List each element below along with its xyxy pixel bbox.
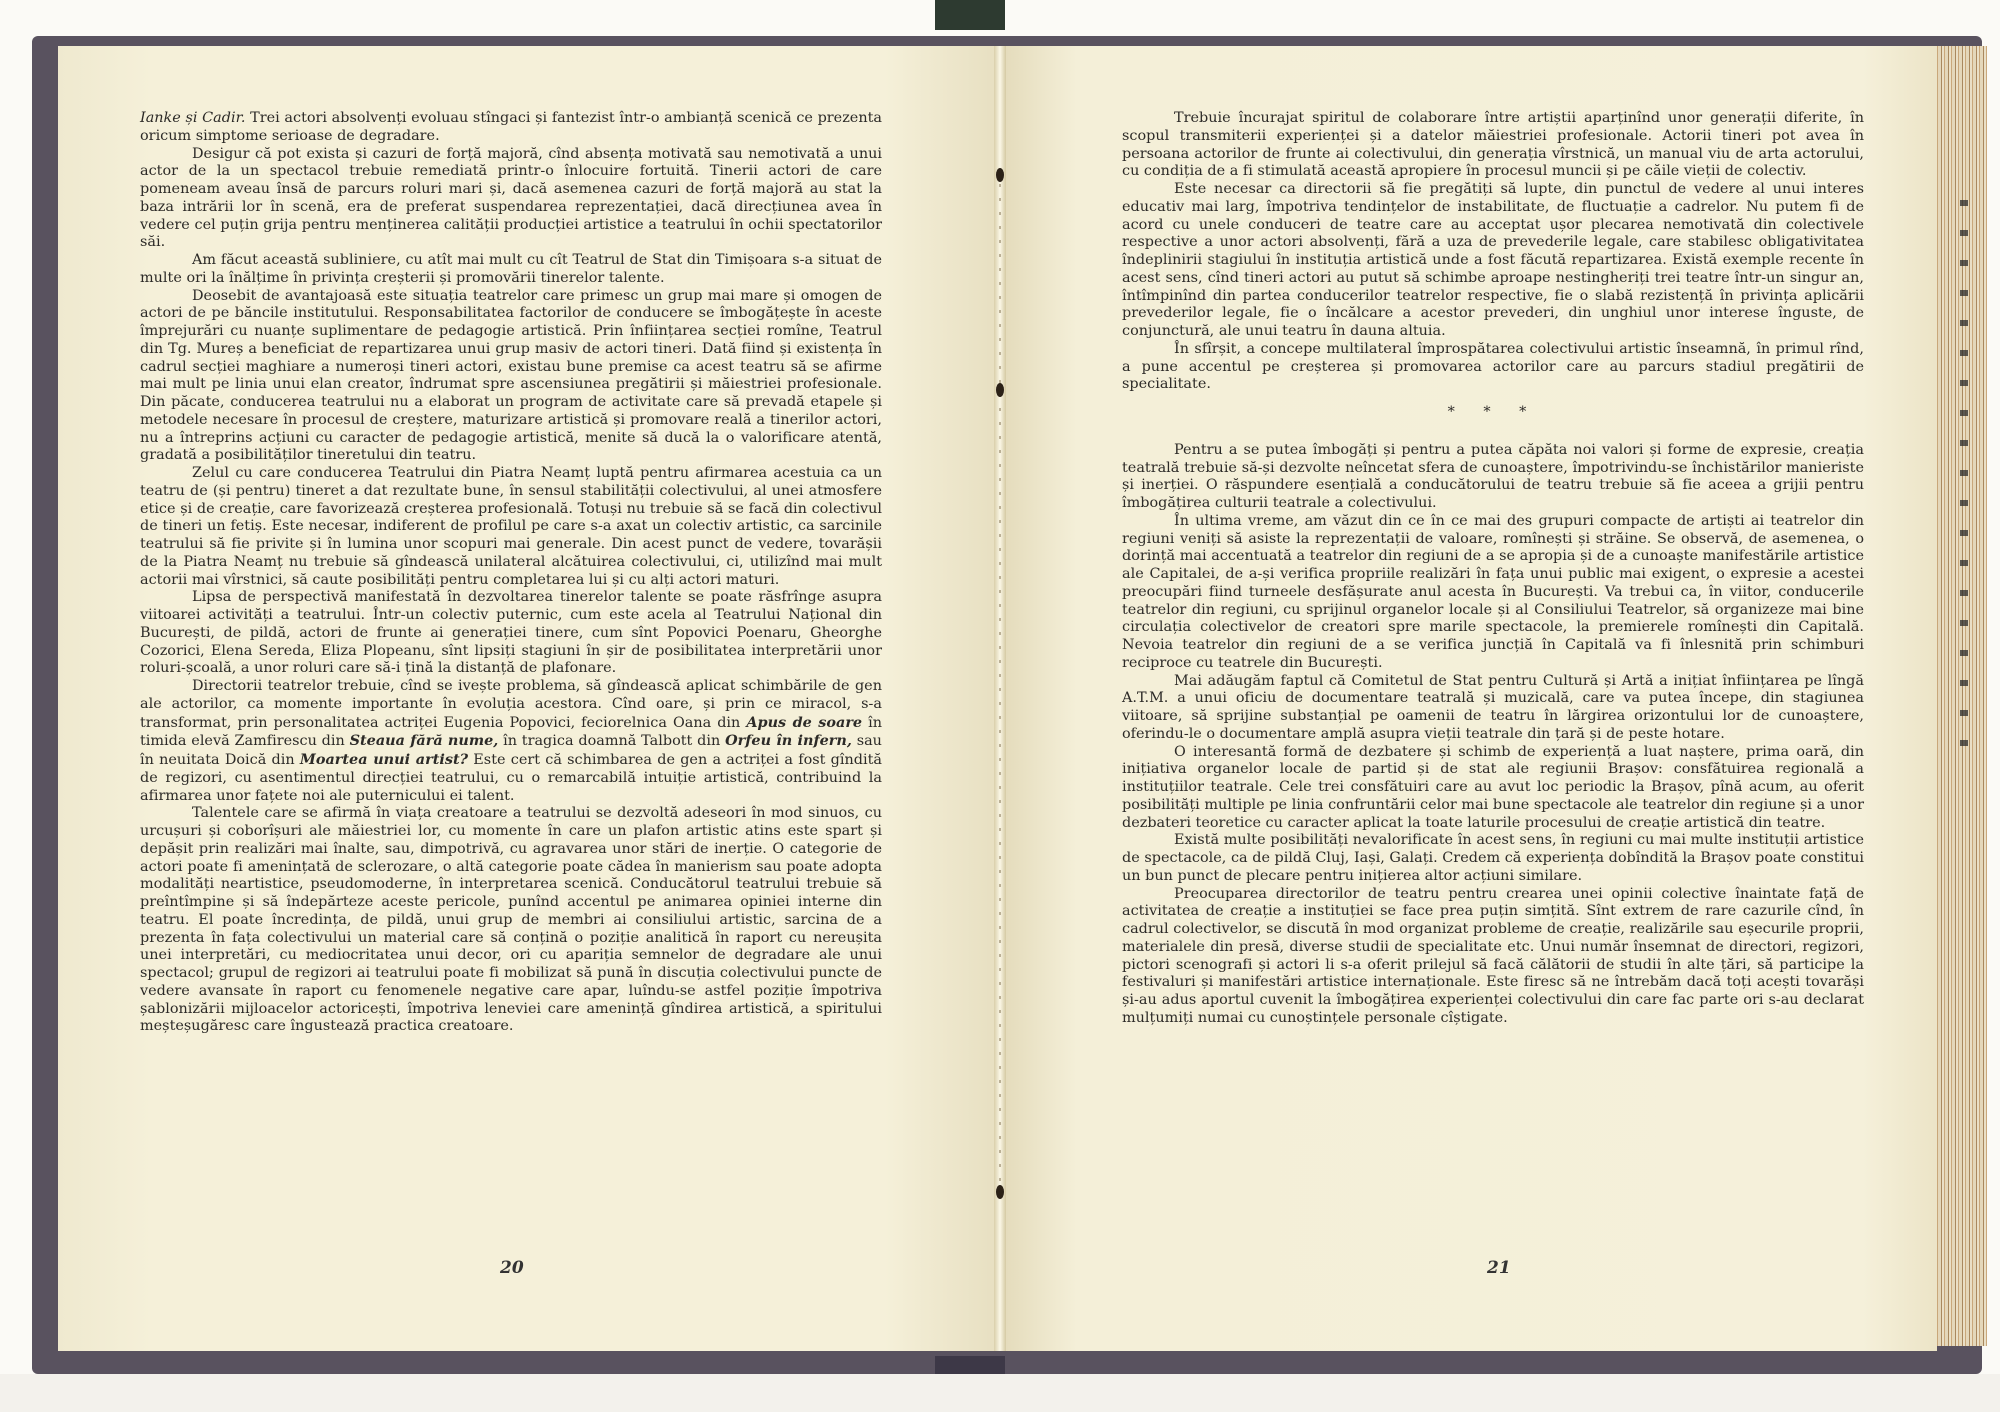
paragraph: Directorii teatrelor trebuie, cînd se ivește problema, să gîndească aplicat schimbările de gen ale actorilor, ca momente importante în evoluția acestora. Cînd oare, și prin ce miracol, s-a transformat, prin personalitatea actriței Eugenia Popovici, feciorelnica Oana din Apus de soare în timida elevă Zamfirescu din Steaua fără nume, în tragica doamnă Talbott din Orfeu în infern, sau în neuitata Doică din Moartea unui artist? Este cert că schimbarea de gen a actriței a fost gîndită de regizori, cu asentimentul direcției teatrului, cu o remarcabilă intuiție artistică, contribuind la afirmarea unor fațete noi ale puternicului ei talent. (140, 678, 882, 804)
paragraph: O interesantă formă de dezbatere și schimb de experiență a luat naștere, prima oară, din inițiativa organelor locale de partid și de stat ale regiunii Brașov: consfătuirea regională a instituțiilor teatrale. Cele trei consfătuiri care au avut loc periodic la Brașov, pînă acum, au oferit posibilități multiple pe linia confruntării celor mai bune spectacole ale teatrelor din regiune și a unor dezbateri teoretice cu caracter aplicat la toate laturile procesului de creație artistică din teatre. (1122, 743, 1864, 831)
page-number: 20 (500, 1258, 524, 1278)
paragraph: Există multe posibilități nevalorificate în acest sens, în regiuni cu mai multe instituții artistice de spectacole, ca de pildă Cluj, Iași, Galați. Credem că experiența dobîndită la Brașov poate constitui un bun punct de plecare pentru inițierea altor acțiuni similare. (1122, 832, 1864, 884)
page-edge-marks (1960, 200, 1968, 760)
paragraph: Talentele care se afirmă în viața creatoare a teatrului se dezvoltă adeseori în mod sinuos, cu urcușuri și coborîșuri ale măiestriei lor, cu momente în care un plafon artistic atins este spart și depășit prin realizări mai înalte, sau, dimpotrivă, cu agravarea unor stări de inerție. O categorie de actori poate fi amenințată de sclerozare, o altă categorie poate cădea în manierism sau poate adopta modalități neartistice, pseudomoderne, în interpretarea scenică. Conducătorul teatrului trebuie să preîntîmpine și să îndepărteze aceste pericole, punînd accentul pe animarea opiniei interne din teatru. El poate încredința, de pildă, unui grup de membri ai consiliului artistic, sarcina de a prezenta în fața colectivului un material care să conțină o poziție analitică în raport cu nereușita unei interpretări, cu mediocritatea unui decor, ori cu apariția semnelor de degradare ale unui spectacol; grupul de regizori ai teatrului poate fi mobilizat să pună în discuția colectivului puncte de vedere avansate în raport cu fenomenele negative care apar, luîndu-se astfel poziție împotriva șablonizării mijloacelor actoricești, împotriva leneviei care amenință gîndirea artistică, a spiritului meșteșugăresc care îngustează practica creatoare. (140, 805, 882, 1035)
paragraph: Zelul cu care conducerea Teatrului din Piatra Neamț luptă pentru afirmarea acestuia ca un teatru de (și pentru) tineret a dat rezultate bune, în sensul stabilității colectivului, al unei atmosfere etice și de creație, care favorizează creșterea profesională. Totuși nu trebuie să se facă din colectivul de tineri un fetiș. Este necesar, indiferent de profilul pe care s-a axat un colectiv artistic, ca sarcinile teatrului să fie privite și în lumina unor scopuri mai generale. Din acest punct de vedere, tovarășii de la Piatra Neamț nu trebuie să gîndească unilateral alcătuirea colectivului, ci, utilizînd mai mult actorii mai vîrstnici, să caute posibilități pentru completarea lui și cu alți actori maturi. (140, 465, 882, 588)
paragraph: Trebuie încurajat spiritul de colaborare între artiștii aparținînd unor generații diferite, în scopul transmiterii experienței și a datelor măiestriei profesionale. Actorii tineri pot avea în persoana actorilor de frunte ai colectivului, din generația vîrstnică, un manual viu de arta actorului, cu condiția de a fi stimulată această apropiere în procesul muncii și pe căile vieții de colectiv. (1122, 110, 1864, 180)
paragraph: Pentru a se putea îmbogăți și pentru a putea căpăta noi valori și forme de expresie, creația teatrală trebuie să-și dezvolte neîncetat sfera de cunoaștere, împotrivindu-se închistărilor manieriste și inerției. O răspundere esențială a conducătorului de teatru trebuie să fie aceea a grijii pentru îmbogățirea culturii teatrale a colectivului. (1122, 441, 1864, 511)
table-surface (0, 1374, 2000, 1412)
paragraph: În sfîrșit, a concepe multilateral împrospătarea colectivului artistic înseamnă, în primul rînd, a pune accentul pe creșterea și promovarea actorilor care au parcurs stadiul pregătirii de specialitate. (1122, 340, 1864, 393)
paragraph: Am făcut această subliniere, cu atît mai mult cu cît Teatrul de Stat din Timișoara s-a situat de multe ori la înălțime în privința creșterii și promovării tinerelor talente. (140, 252, 882, 286)
paragraph: Ianke și Cadir. Trei actori absolvenți evoluau stîngaci și fantezist într-o ambianță scenică ce prezenta oricum simptome serioase de degradare. (140, 110, 882, 144)
page-number: 21 (1487, 1258, 1511, 1278)
binding-thread (999, 170, 1001, 1190)
binding-stitch (996, 168, 1004, 182)
paragraph: În ultima vreme, am văzut din ce în ce mai des grupuri compacte de artiști ai teatrelor din regiuni veniți să asiste la reprezentații de valoare, romînești și străine. Se observă, de asemenea, o dorință mai accentuată a teatrelor din regiuni de a se apropia și de a cunoaște manifestările artistice ale Capitalei, de a-și verifica propriile realizări în fața unui public mai exigent, o expresie a acestei preocupări fiind turneele desfășurate anul acesta în București. Va trebui ca, în viitor, conducerile teatrelor din regiuni, cu sprijinul organelor locale și al Consiliului Teatrelor, să organizeze mai bine circulația colectivelor de creatori spre marile spectacole, la premierele romînești din Capitală. Nevoia teatrelor din regiuni de a se verifica juncțiă în Capitală va fi înlesnită prin schimburi reciproce cu teatrele din București. (1122, 512, 1864, 671)
paragraph: Preocuparea directorilor de teatru pentru crearea unei opinii colective înaintate față de activitatea de creație a instituției se face prea puțin simțită. Sînt extrem de rare cazurile cînd, în cadrul colectivelor, se discută în mod organizat probleme de creație, realizările sau eșecurile proprii, materialele din presă, diverse studii de specialitate etc. Unui număr însemnat de directori, regizori, pictori scenografi și actori li s-a oferit prilejul să facă călătorii de studii în alte țări, să participe la festivaluri și manifestări artistice internaționale. Este firesc să ne întrebăm dacă toți acești tovarăși și-au adus aportul cuvenit la îmbogățirea experienței colectivului din care fac parte ori s-au declarat mulțumiți numai cu cunoștințele personale cîștigate. (1122, 885, 1864, 1026)
left-text-column (140, 110, 882, 1036)
section-separator: * * * (1447, 404, 1539, 420)
paragraph: Desigur că pot exista și cazuri de forță majoră, cînd absența motivată sau nemotivată a unui actor de la un spectacol trebuie remediată printr-o înlocuire fortuită. Tinerii actori de care pomeneam aveau însă de parcurs roluri mari și, dacă asemenea cazuri de forță majoră au stat la baza intrării lor în scenă, era de preferat suspendarea reprezentației, dacă direcțiunea avea în vedere cel puțin grija pentru menținerea calității producției artistice a teatrului în ochii spectatorilor săi. (140, 145, 882, 251)
background-strip (935, 0, 1005, 30)
right-text-column (1122, 110, 1864, 1028)
binding-stitch (996, 1185, 1004, 1199)
paragraph: Lipsa de perspectivă manifestată în dezvoltarea tinerelor talente se poate răsfrînge asupra viitoarei activități a teatrului. Într-un colectiv puternic, cum este acela al Teatrului Național din București, de pildă, actori de frunte ai generației tinere, cum sînt Popovici Poenaru, Gheorghe Cozorici, Elena Sereda, Eliza Plopeanu, sînt lipsiți stagiuni în șir de posibilitatea interpretării unor roluri-școală, a unor roluri care să-i țină la distanță de plafonare. (140, 589, 882, 677)
paragraph: Mai adăugăm faptul că Comitetul de Stat pentru Cultură și Artă a inițiat înființarea pe lîngă A.T.M. a unui oficiu de documentare teatrală și muzicală, care va putea începe, din stagiunea viitoare, să sprijine substanțial pe oamenii de teatru în lărgirea orizontului lor de cunoaștere, oferindu-le o documentare amplă asupra vieții teatrale din țară și de peste hotare. (1122, 672, 1864, 742)
binding-stitch (996, 383, 1004, 397)
paragraph: Deosebit de avantajoasă este situația teatrelor care primesc un grup mai mare și omogen de actori de pe băncile institutului. Responsabilitatea factorilor de conducere se îmbogățește în aceste împrejurări cu nuanțe suplimentare de pedagogie artistică. Prin înființarea secției romîne, Teatrul din Tg. Mureș a beneficiat de repartizarea unui grup masiv de actori tineri. Dată fiind și existența în cadrul secției maghiare a numeroși tineri actori, existau bune premise ca acest teatru să se afirme mai mult pe linia unui elan creator, îndrumat spre ascensiunea pregătirii și măiestriei profesionale. Din păcate, conducerea teatrului nu a elaborat un program de activitate care să prevadă etapele și metodele necesare în procesul de creștere, maturizare artistică și promovare reală a tinerilor actori, nu a întreprins acțiuni cu caracter de pedagogie artistică, menite să ducă la o valorificare atentă, gradată a posibilităților tineretului din teatru. (140, 287, 882, 464)
paragraph: Este necesar ca directorii să fie pregătiți să lupte, din punctul de vedere al unui interes educativ mai larg, împotriva tendințelor de instabilitate, de fluctuație a cadrelor. Nu putem fi de acord cu unele conduceri de teatre care au acceptat ușor plecarea nemotivată din colectivele respective a unor actori absolvenți, fără a uza de prevederile legale, care stabilesc obligativitatea îndeplinirii stagiului în instituția artistică unde a fost făcută repartizarea. Există exemple recente în acest sens, cînd tineri actori au putut să schimbe aproape nestingheriți trei teatre într-un singur an, întîmpinînd din partea conducerilor teatrelor respective, fie o slabă rezistență în privința aplicării prevederilor legale, fie o încălcare a acestor prevederi, din unghiul unor interese înguste, de conjunctură, ale unui teatru în dauna altuia. (1122, 181, 1864, 339)
